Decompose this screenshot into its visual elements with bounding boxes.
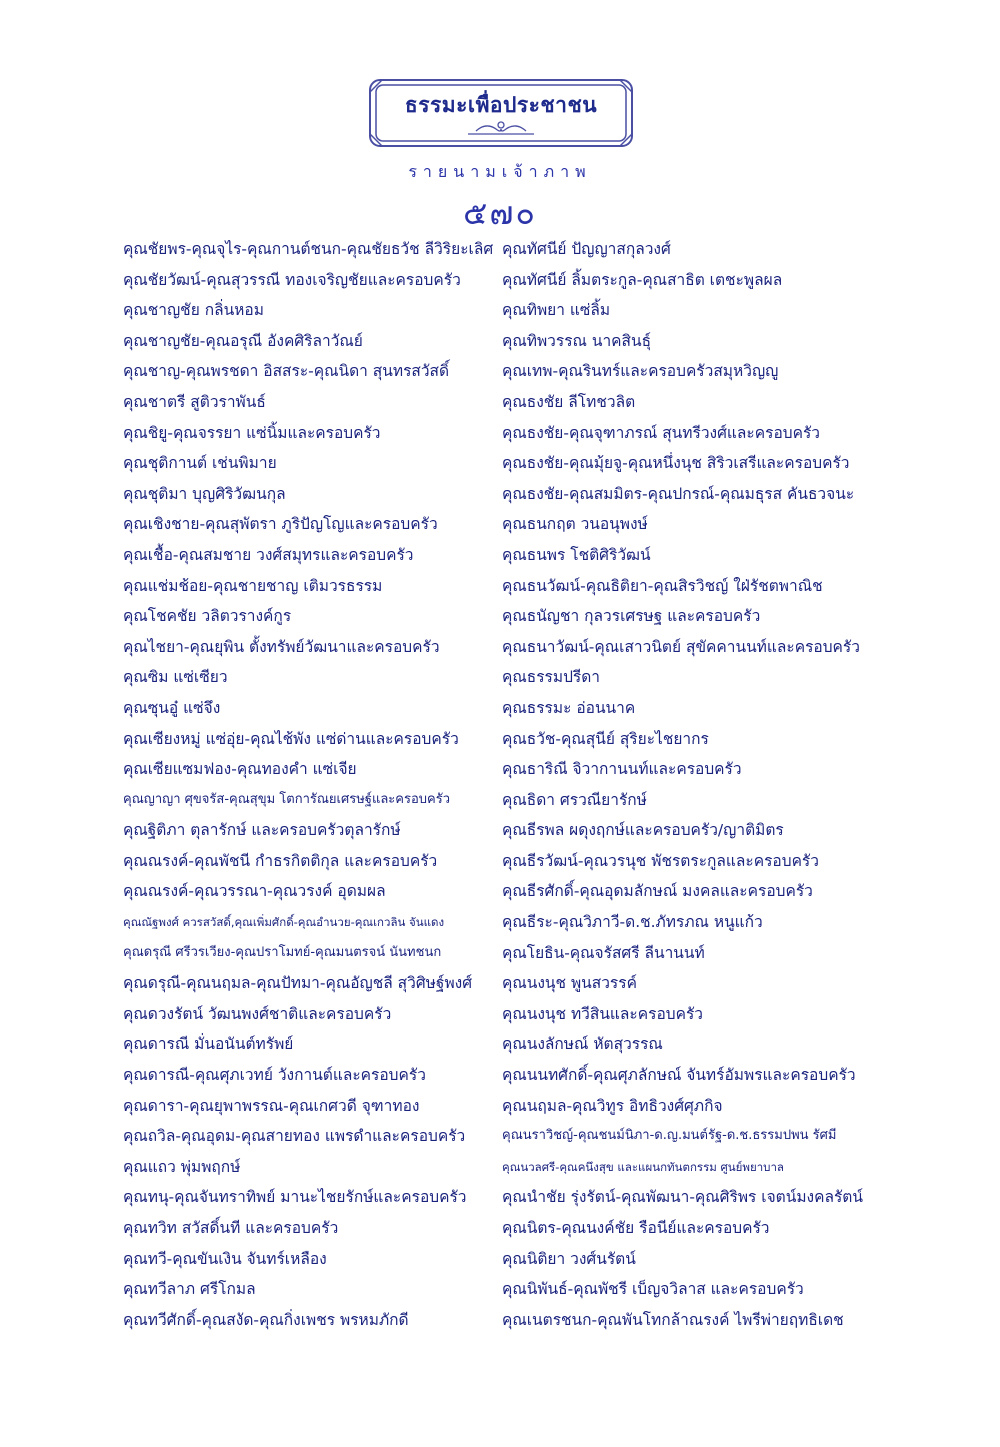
donor-name: คุณถวิล-คุณอุดม-คุณสายทอง แพรดำและครอบครัว	[123, 1127, 466, 1146]
donor-name: คุณนิติยา วงศ์นรัตน์	[502, 1249, 636, 1268]
donor-name: คุณณรงค์-คุณพัชนี กำธรกิตติกุล และครอบครัว	[123, 851, 438, 870]
donor-name: คุณนิตร-คุณนงค์ชัย รือนีย์และครอบครัว	[502, 1219, 770, 1237]
donor-name: คุณโชคชัย วลิตวรางค์กูร	[123, 607, 292, 626]
donor-name: คุณชัยพร-คุณจุไร-คุณกานต์ชนก-คุณชัยธวัช ลีวิริยะเลิศ	[123, 240, 494, 258]
donor-name: คุณนิพันธ์-คุณพัชรี เบ็ญจวิลาส และครอบครัว	[502, 1280, 804, 1299]
logo	[368, 78, 634, 148]
donor-name: คุณฐิติภา ตุลารักษ์ และครอบครัวตุลารักษ์	[123, 821, 401, 840]
donor-name: คุณธงชัย ลีโทชวลิต	[502, 392, 636, 411]
donor-name: คุณทนุ-คุณจันทราทิพย์ มานะไชยรักษ์และครอบครัว	[123, 1188, 467, 1207]
donor-name: คุณธิดา ศรวณียารักษ์	[502, 790, 647, 809]
donor-name: คุณธีรวัฒน์-คุณวรนุช พัชรตระกูลและครอบครัว	[502, 851, 819, 870]
donor-name: คุณแช่มช้อย-คุณชายชาญ เติมวรธรรม	[123, 576, 383, 595]
donor-name: คุณแถว พุ่มพฤกษ์	[123, 1157, 241, 1176]
donor-name: คุณชาญ-คุณพรชดา อิสสระ-คุณนิดา สุนทรสวัสดิ์	[123, 362, 450, 381]
donor-name: คุณณรงค์-คุณวรรณา-คุณวรงค์ อุดมผล	[123, 882, 386, 901]
donor-name: คุณทัศนีย์ ปัญญาสกุลวงศ์	[502, 240, 671, 258]
donor-name: คุณธงชัย-คุณมุ้ยจู-คุณหนึ่งนุช สิริวเสรีและครอบครัว	[502, 454, 850, 473]
donor-name: คุณดรุณี-คุณนฤมล-คุณปัทมา-คุณอัญชลี สุวิศิษฐ์พงศ์	[123, 974, 473, 993]
donor-name: คุณเทพ-คุณรินทร์และครอบครัวสมุหวิญญู	[502, 362, 779, 381]
donor-name: คุณซุนอู๋ แซ่จึง	[123, 698, 221, 717]
donor-name: คุณทวีศักดิ์-คุณสงัด-คุณกิ่งเพชร พรหมภักดี	[123, 1310, 409, 1329]
donor-name: คุณธรรมะ อ่อนนาค	[502, 698, 636, 717]
donor-name: คุณทิพยา แซ่ลิ้ม	[502, 301, 611, 320]
donor-list-right	[502, 234, 882, 1335]
donor-name: คุณทวีลาภ ศรีโกมล	[123, 1280, 256, 1299]
donor-name: คุณนราวิชญ์-คุณชนม์นิภา-ด.ญ.มนต์รัฐ-ด.ช.ธรรมปพน รัศมี	[502, 1128, 837, 1144]
donor-name: คุณทัศนีย์ ลิ้มตระกูล-คุณสาธิต เตชะพูลผล	[502, 270, 783, 289]
donor-name: คุณนงลักษณ์ หัตสุวรรณ	[502, 1035, 663, 1054]
donor-name: คุณธีระ-คุณวิภาวี-ด.ช.ภัทรภณ หนูแก้ว	[502, 913, 763, 932]
donor-name: คุณชาญชัย กลิ่นหอม	[123, 301, 264, 320]
donor-name: คุณธรรมปรีดา	[502, 668, 601, 687]
donor-name: คุณดรุณี ศรีวรเวียง-คุณปราโมทย์-คุณมนตรจน์ นันทชนก	[123, 944, 442, 960]
logo-text: ธรรมะเพื่อประชาชน	[404, 93, 598, 117]
donor-name: คุณณัฐพงศ์ ควรสวัสดิ์,คุณเพิ่มศักดิ์-คุณอำนวย-คุณเกวลิน จันแดง	[123, 915, 445, 930]
donor-name: คุณชาตรี สูติวราพันธ์	[123, 392, 266, 411]
donor-name: คุณทวี-คุณขันเงิน จันทร์เหลือง	[123, 1249, 327, 1268]
donor-name: คุณไชยา-คุณยุพิน ตั้งทรัพย์วัฒนาและครอบครัว	[123, 637, 440, 656]
page-subtitle: รายนามเจ้าภาพ	[408, 162, 592, 181]
donor-name: คุณทวิท สวัสดิ์นที และครอบครัว	[123, 1219, 339, 1237]
donor-name: คุณธาริณี จิวากานนท์และครอบครัว	[502, 760, 742, 779]
donor-name: คุณธนกฤต วนอนุพงษ์	[502, 515, 648, 534]
donor-name: คุณเซียงหมู่ แซ่อุ่ย-คุณไช้พัง แซ่ด่านและครอบครัว	[123, 729, 459, 748]
donor-name: คุณดวงรัตน์ วัฒนพงศ์ชาติและครอบครัว	[123, 1004, 392, 1023]
donor-name: คุณนงนุช พูนสวรรค์	[502, 974, 637, 993]
donor-name: คุณซิม แซ่เซียว	[123, 668, 228, 687]
donor-name: คุณนฤมล-คุณวิทูร อิทธิวงศ์ศุภกิจ	[502, 1096, 723, 1115]
donor-name: คุณเชิงชาย-คุณสุพัตรา ภูริปัญโญและครอบครัว	[123, 515, 438, 534]
donor-name: คุณชิยู-คุณจรรยา แซ่นิ้มและครอบครัว	[123, 423, 381, 442]
donor-name: คุณชุติกานต์ เช่นพิมาย	[123, 454, 277, 473]
donor-name: คุณทิพวรรณ นาคสินธุ์	[502, 331, 652, 350]
page-number: ๕๗๐	[463, 194, 537, 232]
donor-name: คุณนำชัย รุ่งรัตน์-คุณพัฒนา-คุณศิริพร เจตน์มงคลรัตน์	[502, 1188, 863, 1207]
donor-name: คุณญาญา ศุขจรัส-คุณสุขุม โตการัณยเศรษฐ์และครอบครัว	[123, 791, 451, 807]
donor-name: คุณดารา-คุณยุพาพรรณ-คุณเกศวดี จุฑาทอง	[123, 1096, 420, 1115]
donor-name: คุณธนัญชา กุลวรเศรษฐ และครอบครัว	[502, 607, 761, 626]
donor-name: คุณดารณี มั่นอนันต์ทรัพย์	[123, 1035, 294, 1054]
donor-name: คุณนวลศรี-คุณคนึงสุข และแผนกทันตกรรม ศูนย์พยาบาล	[502, 1159, 784, 1174]
donor-name: คุณเชื้อ-คุณสมชาย วงศ์สมุทรและครอบครัว	[123, 545, 414, 564]
donor-name: คุณดารณี-คุณศุภเวทย์ วังกานต์และครอบครัว	[123, 1066, 426, 1085]
donor-name: คุณเนตรชนก-คุณพันโทกล้าณรงค์ ไพรีพ่ายฤทธิเดช	[502, 1310, 844, 1329]
donor-name: คุณธงชัย-คุณสมมิตร-คุณปกรณ์-คุณมธุรส คันธวจนะ	[502, 484, 855, 503]
donor-name: คุณโยธิน-คุณจรัสศรี ลีนานนท์	[502, 943, 705, 962]
donor-name: คุณธีรพล ผดุงฤกษ์และครอบครัว/ญาติมิตร	[502, 821, 784, 840]
donor-name: คุณธนพร โชติศิริวัฒน์	[502, 545, 651, 564]
donor-name: คุณธนาวัฒน์-คุณเสาวนิตย์ สุขัคคานนท์และครอบครัว	[502, 637, 860, 656]
donor-name: คุณธนวัฒน์-คุณธิติยา-คุณสิรวิชญ์ ใฝ่รัชตพาณิช	[502, 576, 823, 595]
donor-name: คุณชัยวัฒน์-คุณสุวรรณี ทองเจริญชัยและครอบครัว	[123, 270, 461, 289]
donor-name: คุณนนทศักดิ์-คุณศุภลักษณ์ จันทร์อัมพรและครอบครัว	[502, 1066, 856, 1085]
donor-name: คุณเซียแซมฟอง-คุณทองคำ แซ่เจีย	[123, 760, 357, 779]
donor-name: คุณธวัช-คุณสุนีย์ สุริยะไชยากร	[502, 729, 709, 748]
donor-name: คุณธงชัย-คุณจุฑาภรณ์ สุนทรีวงศ์และครอบครัว	[502, 423, 820, 442]
donor-name: คุณชุติมา บุญศิริวัฒนกุล	[123, 484, 286, 503]
donor-name: คุณธีรศักดิ์-คุณอุดมลักษณ์ มงคลและครอบครัว	[502, 882, 813, 901]
donor-list-left	[123, 234, 497, 1335]
donor-name: คุณชาญชัย-คุณอรุณี อังคศิริลาวัณย์	[123, 331, 363, 350]
donor-name: คุณนงนุช ทวีสินและครอบครัว	[502, 1004, 703, 1023]
